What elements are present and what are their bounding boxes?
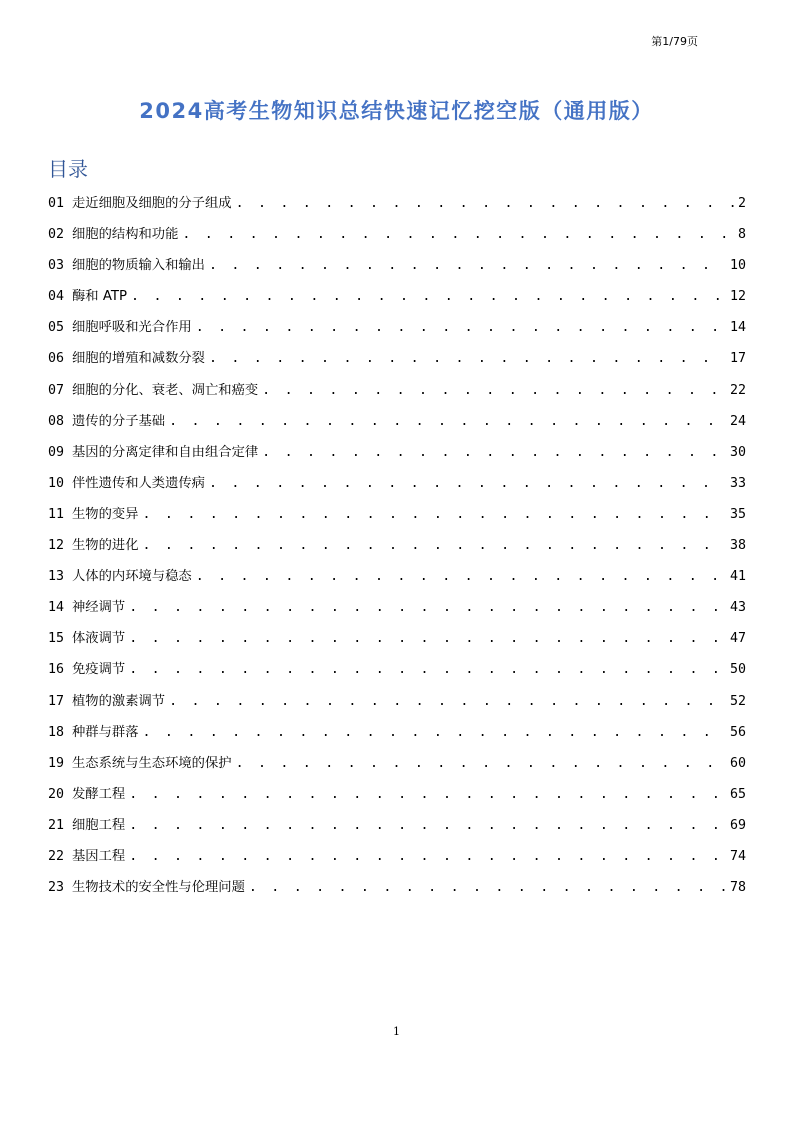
- toc-entry-page: 74: [729, 848, 746, 864]
- toc-entry-title: 酶和 ATP: [72, 289, 128, 305]
- toc-entry-title: 基因工程: [72, 848, 126, 864]
- toc-entry[interactable]: [48, 410, 746, 441]
- toc-entry-number: 10: [48, 475, 65, 491]
- toc-entry-page: 2: [737, 196, 746, 211]
- toc-entry-page: 78: [729, 880, 746, 896]
- toc-entry-title: 细胞的物质输入和输出: [72, 258, 205, 274]
- toc-entry-number: 06: [48, 351, 65, 367]
- toc-entry-title: 生物的变异: [72, 506, 139, 522]
- toc-entry-number: 07: [48, 382, 65, 398]
- toc-entry-number: 19: [48, 755, 65, 771]
- toc-entry-page: 33: [729, 475, 746, 491]
- toc-entry-page: 52: [729, 693, 746, 709]
- toc-entry-page: 22: [729, 382, 746, 398]
- toc-entry[interactable]: [48, 285, 746, 316]
- toc-entry-title: 基因的分离定律和自由组合定律: [72, 444, 259, 460]
- toc-entry[interactable]: [48, 596, 746, 627]
- toc-entry-page: 17: [729, 351, 746, 367]
- toc-entry-page: 69: [729, 817, 746, 833]
- toc-entry[interactable]: [48, 503, 746, 534]
- toc-entry-title: 细胞的增殖和减数分裂: [72, 351, 205, 367]
- toc-entry-page: 24: [729, 413, 746, 429]
- toc-entry[interactable]: [48, 783, 746, 814]
- toc-dot-leader: [262, 383, 726, 398]
- toc-entry-title: 细胞的结构和功能: [72, 227, 179, 243]
- toc-entry-number: 11: [48, 506, 65, 522]
- toc-entry-page: 41: [729, 569, 746, 585]
- toc-entry-number: 09: [48, 444, 65, 460]
- toc-entry-page: 38: [729, 538, 746, 554]
- toc-entry[interactable]: [48, 845, 746, 876]
- toc-entry-number: 03: [48, 258, 65, 274]
- toc-entry-title: 人体的内环境与稳态: [72, 569, 192, 585]
- toc-entry-page: 56: [729, 724, 746, 740]
- toc-entry-number: 17: [48, 693, 65, 709]
- toc-entry-page: 60: [729, 755, 746, 771]
- toc-entry-title: 体液调节: [72, 631, 126, 647]
- toc-dot-leader: [129, 818, 726, 833]
- toc-entry[interactable]: [48, 472, 746, 503]
- toc-entry[interactable]: [48, 627, 746, 658]
- toc-entry-page: 50: [729, 662, 746, 678]
- toc-entry-number: 18: [48, 724, 65, 740]
- toc-entry[interactable]: [48, 347, 746, 378]
- toc-dot-leader: [143, 725, 726, 740]
- table-of-contents: [48, 192, 746, 907]
- toc-dot-leader: [129, 849, 726, 864]
- toc-entry[interactable]: [48, 658, 746, 689]
- toc-entry-title: 免疫调节: [72, 662, 126, 678]
- toc-entry-number: 08: [48, 413, 65, 429]
- toc-entry-title: 神经调节: [72, 600, 126, 616]
- toc-entry[interactable]: [48, 254, 746, 285]
- toc-entry-number: 16: [48, 662, 65, 678]
- toc-dot-leader: [129, 787, 726, 802]
- toc-dot-leader: [209, 351, 726, 366]
- toc-dot-leader: [249, 880, 726, 895]
- toc-entry-page: 8: [737, 227, 746, 243]
- toc-entry-number: 05: [48, 320, 65, 336]
- toc-entry[interactable]: [48, 690, 746, 721]
- toc-entry[interactable]: [48, 721, 746, 752]
- toc-entry-title: 细胞工程: [72, 817, 126, 833]
- toc-entry-number: 20: [48, 786, 65, 802]
- toc-heading: 目录: [48, 157, 88, 181]
- toc-entry-page: 47: [729, 631, 746, 647]
- toc-entry-title: 发酵工程: [72, 786, 126, 802]
- toc-dot-leader: [143, 507, 726, 522]
- page-indicator: 第1/79页: [651, 35, 698, 48]
- page-number: 1: [393, 1025, 400, 1038]
- toc-dot-leader: [129, 600, 726, 615]
- toc-dot-leader: [182, 227, 734, 242]
- toc-dot-leader: [196, 320, 726, 335]
- toc-dot-leader: [129, 631, 726, 646]
- toc-entry-number: 13: [48, 569, 65, 585]
- toc-entry-page: 10: [729, 258, 746, 274]
- toc-entry-title: 遗传的分子基础: [72, 413, 166, 429]
- toc-entry[interactable]: [48, 379, 746, 410]
- toc-dot-leader: [236, 196, 734, 211]
- toc-dot-leader: [129, 662, 726, 677]
- toc-entry-number: 15: [48, 631, 65, 647]
- toc-dot-leader: [209, 258, 726, 273]
- toc-entry-page: 14: [729, 320, 746, 336]
- toc-entry-title: 植物的激素调节: [72, 693, 166, 709]
- toc-entry-page: 30: [729, 444, 746, 460]
- document-title: 2024高考生物知识总结快速记忆挖空版（通用版）: [139, 99, 654, 123]
- toc-entry[interactable]: [48, 534, 746, 565]
- toc-entry-title: 生物的进化: [72, 538, 139, 554]
- toc-entry[interactable]: [48, 814, 746, 845]
- toc-dot-leader: [196, 569, 726, 584]
- toc-entry-number: 14: [48, 600, 65, 616]
- toc-dot-leader: [169, 414, 726, 429]
- toc-dot-leader: [236, 756, 726, 771]
- toc-entry-page: 43: [729, 600, 746, 616]
- toc-dot-leader: [169, 694, 726, 709]
- toc-entry-number: 21: [48, 817, 65, 833]
- toc-entry-title: 走近细胞及细胞的分子组成: [72, 196, 232, 211]
- toc-dot-leader: [209, 476, 726, 491]
- toc-entry-number: 12: [48, 538, 65, 554]
- toc-dot-leader: [143, 538, 726, 553]
- toc-entry[interactable]: [48, 441, 746, 472]
- toc-entry-page: 35: [729, 506, 746, 522]
- toc-entry-title: 种群与群落: [72, 724, 139, 740]
- toc-entry-number: 01: [48, 196, 65, 211]
- toc-entry-number: 23: [48, 880, 65, 896]
- toc-entry-title: 伴性遗传和人类遗传病: [72, 475, 205, 491]
- toc-entry-title: 细胞呼吸和光合作用: [72, 320, 192, 336]
- toc-entry[interactable]: [48, 192, 746, 223]
- toc-entry[interactable]: [48, 316, 746, 347]
- toc-entry-title: 生物技术的安全性与伦理问题: [72, 880, 245, 896]
- toc-entry-title: 细胞的分化、衰老、凋亡和癌变: [72, 382, 259, 398]
- toc-entry[interactable]: [48, 565, 746, 596]
- toc-entry-title: 生态系统与生态环境的保护: [72, 755, 232, 771]
- toc-entry[interactable]: [48, 876, 746, 907]
- toc-entry-number: 22: [48, 848, 65, 864]
- toc-entry-page: 65: [729, 786, 746, 802]
- toc-entry[interactable]: [48, 223, 746, 254]
- toc-dot-leader: [262, 445, 726, 460]
- toc-dot-leader: [131, 289, 726, 304]
- toc-entry-number: 04: [48, 289, 65, 305]
- toc-entry-number: 02: [48, 227, 65, 243]
- toc-entry[interactable]: [48, 752, 746, 783]
- toc-entry-page: 12: [729, 289, 746, 305]
